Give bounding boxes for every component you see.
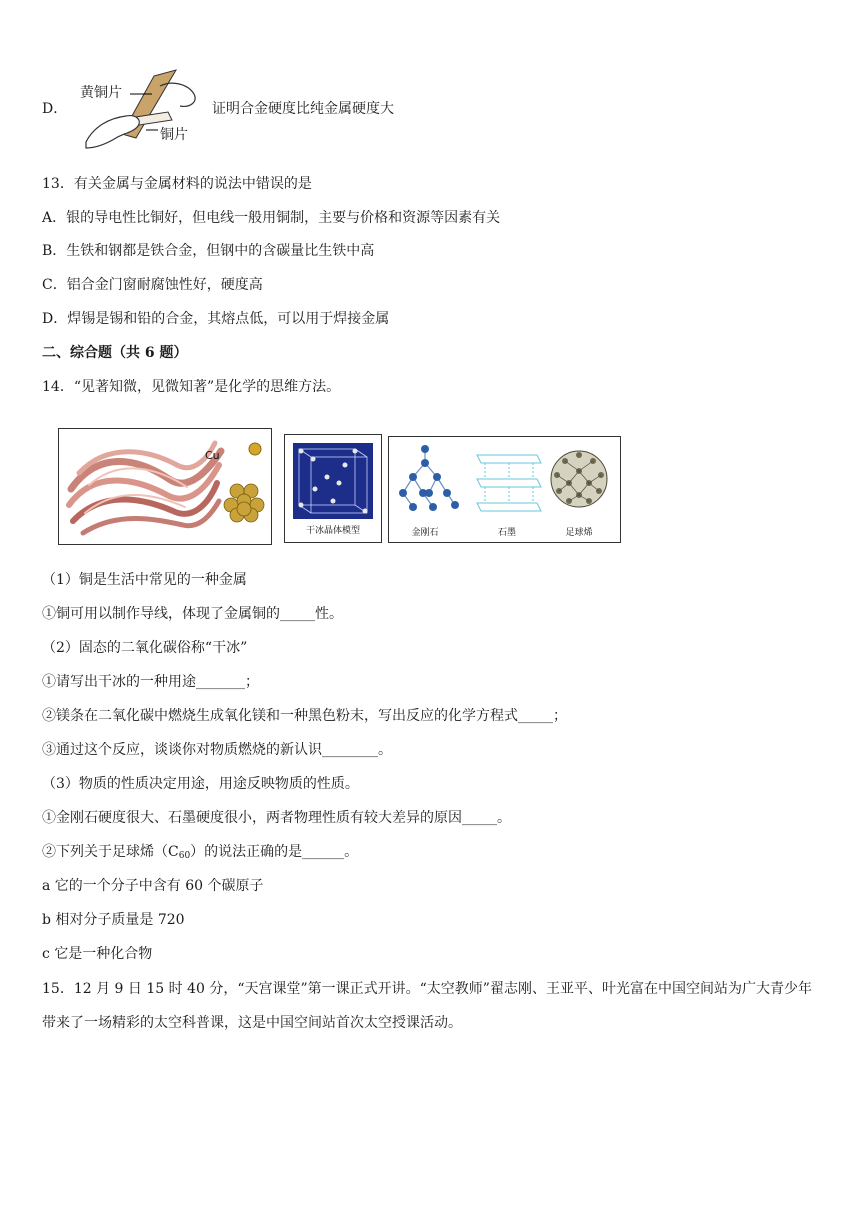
- q14-part1-item1: ①铜可用以制作导线，体现了金属铜的_____性。: [42, 606, 343, 622]
- graphite-caption: 石墨: [497, 528, 516, 538]
- figure-dry-ice: [284, 434, 382, 543]
- q14-part2-item1: ①请写出干冰的一种用途_______；: [42, 674, 259, 690]
- q14-stem: 14．“见著知微，见微知著”是化学的思维方法。: [42, 379, 341, 395]
- section-heading: 二、综合题（共 6 题）: [42, 345, 188, 361]
- q13-option-d: D．焊锡是锡和铅的合金，其熔点低，可以用于焊接金属: [42, 311, 390, 327]
- option-d-letter: D．: [42, 101, 68, 117]
- figure-copper: [58, 428, 272, 545]
- q13-option-a: A．银的导电性比铜好，但电线一般用铜制，主要与价格和资源等因素有关: [42, 210, 501, 226]
- q14-part2-item3: ③通过这个反应，谈谈你对物质燃烧的新认识________。: [42, 742, 392, 758]
- q13-option-c: C．铝合金门窗耐腐蚀性好，硬度高: [42, 277, 263, 293]
- q13-option-b: B．生铁和钢都是铁合金，但钢中的含碳量比生铁中高: [42, 243, 375, 259]
- cu-label: Cu: [205, 449, 220, 462]
- q13-stem: 13．有关金属与金属材料的说法中错误的是: [42, 176, 312, 192]
- q14-part1: （1）铜是生活中常见的一种金属: [42, 572, 247, 588]
- q14-option-c: c 它是一种化合物: [42, 946, 153, 962]
- diamond-caption: 金刚石: [411, 528, 439, 538]
- q14-option-a: a 它的一个分子中含有 60 个碳原子: [42, 878, 264, 894]
- label-copper: 铜片: [160, 127, 188, 143]
- q15-text: 15．12 月 9 日 15 时 40 分，“天宫课堂”第一课正式开讲。“太空教师”翟志刚、王亚平、叶光富在中国空间站为广大青少年带来了一场精彩的太空科普课，这是中国空间站首次太空授课活动。: [42, 981, 812, 1031]
- q14-part2-item2: ②镁条在二氧化碳中燃烧生成氧化镁和一种黑色粉末，写出反应的化学方程式_____；: [42, 708, 567, 724]
- q14-part3-item2: ②下列关于足球烯$(C_{60})$的说法正确的是______。: [42, 844, 359, 861]
- q14-part3-item1: ①金刚石硬度很大、石墨硬度很小，两者物理性质有较大差异的原因_____。: [42, 810, 511, 826]
- c60-caption: 足球烯: [565, 528, 593, 538]
- q14-part2: （2）固态的二氧化碳俗称“干冰”: [42, 640, 248, 656]
- figure-carbon-allotropes: [388, 436, 621, 543]
- label-brass: 黄铜片: [80, 85, 122, 101]
- q14-part3: （3）物质的性质决定用途，用途反映物质的性质。: [42, 776, 359, 792]
- copper-wire-image: [59, 429, 271, 544]
- q14-option-b: b 相对分子质量是 720: [42, 912, 185, 928]
- option-d-text: 证明合金硬度比纯金属硬度大: [212, 101, 394, 117]
- dry-ice-caption: 干冰晶体模型: [305, 526, 360, 536]
